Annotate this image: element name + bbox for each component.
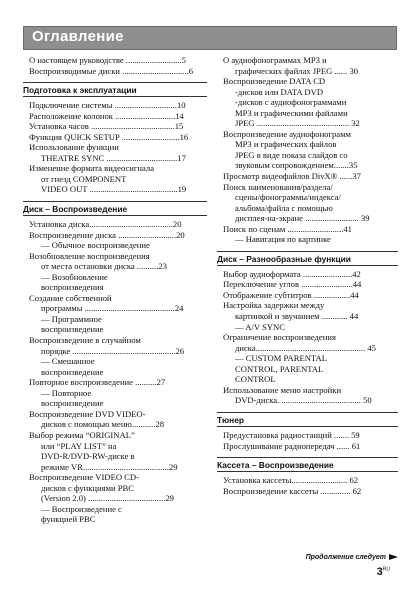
- toc-entry-line: Возобновление воспроизведения: [29, 250, 150, 261]
- toc-entry-line: CONTROL: [235, 374, 276, 385]
- toc-entry-line: Воспроизведение VIDEO CD-: [29, 472, 139, 483]
- toc-entry-line: диска................................................... 45: [235, 342, 376, 353]
- toc-entry-line: Просмотр видеофайлов DivX® ......37: [223, 171, 361, 182]
- toc-entry-line: альбома/файла с помощью: [235, 202, 333, 213]
- toc-entry[interactable]: [29, 472, 207, 525]
- toc-entry-line: Воспроизведение аудиофонограмм: [223, 128, 351, 139]
- toc-entry-line: Расположение колонок ............................14: [29, 110, 184, 121]
- toc-entry-line: Ограничение воспроизведения: [223, 332, 336, 343]
- toc-entry-line: или “PLAY LIST” на: [41, 440, 117, 451]
- toc-entry-line: JPEG ........................................... 32: [235, 118, 360, 129]
- toc-entry-line: функцией PBC: [41, 514, 96, 525]
- toc-entry-line: воспроизведение: [41, 366, 104, 377]
- toc-entry[interactable]: [223, 224, 398, 245]
- toc-entry-line: Функция QUICK SETUP ...........................16: [29, 131, 189, 142]
- toc-entry-line: Использование меню настройки: [223, 384, 342, 395]
- toc-entry[interactable]: [29, 409, 207, 430]
- toc-entry-line: Подключение системы .............................10: [29, 100, 186, 111]
- toc-entry-line: от гнезд COMPONENT: [41, 173, 127, 184]
- toc-entry-line: -дисков или DATA DVD: [235, 86, 324, 97]
- toc-entry[interactable]: [223, 279, 398, 290]
- toc-entry-line: Установка диска.......................................20: [29, 219, 182, 230]
- toc-entry-line: Установка кассеты.......................... 62: [223, 475, 359, 486]
- toc-entry[interactable]: [29, 142, 207, 163]
- toc-entry-line: Воспроизведение диска ...........................20: [29, 229, 185, 240]
- toc-entry-line: Отображение субтитров .................44: [223, 289, 359, 300]
- toc-entry-line: — Возобновление: [41, 271, 108, 282]
- page-title: Оглавление: [32, 28, 124, 45]
- toc-entry-line: Воспроизведение DATA CD: [223, 76, 326, 87]
- toc-entry-line: Настройка задержки между: [223, 300, 325, 311]
- toc-entry-line: -дисков с аудиофонограммами: [235, 97, 347, 108]
- toc-entry-line: графических файлах JPEG ...... 30: [235, 65, 359, 76]
- section-heading: Диск – Разнообразные функции: [217, 251, 398, 266]
- toc-entry[interactable]: [223, 475, 398, 486]
- toc-entry-line: Предустановка радиостанций ....... 59: [223, 429, 360, 440]
- toc-entry-line: MP3 и графических файлов: [235, 139, 337, 150]
- page-number-suffix: RU: [382, 566, 390, 573]
- toc-entry[interactable]: [223, 76, 398, 129]
- toc-entry-line: Поиск по сценам ..........................41: [223, 223, 352, 234]
- toc-entry-line: Воспроизведение DVD VIDEO-: [29, 408, 146, 419]
- toc-entry-line: Воспроизведение в случайном: [29, 335, 141, 346]
- toc-entry-line: CONTROL, PARENTAL: [235, 363, 324, 374]
- toc-entry[interactable]: [29, 230, 207, 251]
- toc-entry-line: (Version 2.0) ....................................29: [41, 493, 174, 504]
- section-heading: Подготовка к эксплуатации: [23, 82, 207, 97]
- toc-entry-line: THEATRE SYNC .................................17: [41, 152, 186, 163]
- toc-entry-line: звуковым сопровождением.......35: [235, 160, 358, 171]
- toc-entry-line: Выбор аудиоформата .......................42: [223, 268, 361, 279]
- toc-entry[interactable]: [223, 290, 398, 301]
- toc-entry[interactable]: [29, 377, 207, 409]
- toc-entry-line: MP3 и графическими файлами: [235, 107, 348, 118]
- toc-entry-line: воспроизведение: [41, 324, 104, 335]
- toc-entry[interactable]: [29, 132, 207, 143]
- toc-entry-line: DVD-диска. ..................................... 50: [235, 395, 372, 406]
- toc-entry-line: режиме VR........................................29: [41, 461, 178, 472]
- toc-entry-line: — Воспроизведение с: [41, 503, 122, 514]
- toc-left-column: [23, 55, 207, 525]
- toc-entry-line: Выбор режима “ORIGINAL”: [29, 429, 135, 440]
- title-bar: [23, 26, 397, 50]
- toc-entry[interactable]: [223, 385, 398, 406]
- arrow-right-icon: [389, 554, 398, 560]
- toc-entry[interactable]: [29, 293, 207, 335]
- toc-entry-line: Воспроизведение кассеты .............. 62: [223, 485, 362, 496]
- toc-right-column: [217, 55, 398, 496]
- toc-entry-line: — Повторное: [41, 387, 92, 398]
- toc-entry[interactable]: [29, 66, 207, 77]
- toc-entry-line: Установка часов .......................................15: [29, 121, 184, 132]
- toc-entry[interactable]: [223, 269, 398, 280]
- toc-entry-line: порядке ................................................26: [41, 345, 185, 356]
- toc-entry-line: картинкой и звучанием ............ 44: [235, 311, 359, 322]
- toc-entry-line: — Программное: [41, 313, 102, 324]
- toc-entry[interactable]: [29, 100, 207, 111]
- page-number: [377, 566, 390, 578]
- toc-entry-line: О аудиофонограммах MP3 и: [223, 55, 327, 65]
- toc-entry[interactable]: [29, 251, 207, 293]
- toc-entry-line: дисков с помощью меню...........28: [41, 419, 165, 430]
- toc-entry-line: воспроизведение: [41, 398, 104, 409]
- toc-entry-line: Воспроизводимые диски ...............................6: [29, 65, 194, 76]
- toc-entry[interactable]: [29, 111, 207, 122]
- toc-entry[interactable]: [223, 182, 398, 224]
- toc-entry-line: — Обычное воспроизведение: [41, 240, 150, 251]
- toc-entry[interactable]: [223, 430, 398, 441]
- toc-entry-line: VIDEO OUT .........................................19: [41, 184, 187, 195]
- toc-entry-line: Изменение формата видеосигнала: [29, 163, 155, 174]
- toc-entry[interactable]: [29, 55, 207, 66]
- toc-entry[interactable]: [29, 121, 207, 132]
- toc-entry-line: Поиск наименования/раздела/: [223, 181, 333, 192]
- toc-entry-line: Повторное воспроизведение ..........27: [29, 377, 166, 388]
- toc-entry-line: — Навигация по картинке: [235, 234, 331, 245]
- toc-entry-line: О настоящем руководстве ..........................5: [29, 55, 186, 65]
- toc-entry[interactable]: [223, 171, 398, 182]
- toc-entry-line: — CUSTOM PARENTAL: [235, 353, 327, 364]
- toc-entry-line: воспроизведения: [41, 282, 104, 293]
- toc-entry-line: дисков с функциями PBC: [41, 482, 134, 493]
- toc-entry[interactable]: [29, 335, 207, 377]
- page-number-value: 3: [376, 566, 383, 578]
- section-heading: Тюнер: [217, 412, 398, 427]
- toc-entry[interactable]: [223, 55, 398, 76]
- section-heading: Диск – Воспроизведение: [23, 201, 207, 216]
- toc-entry-line: от места остановки диска ..........23: [41, 261, 167, 272]
- toc-entry[interactable]: [223, 300, 398, 332]
- toc-entry-line: Использование функции: [29, 142, 119, 153]
- toc-entry-line: Переключение углов ........................44: [223, 279, 362, 290]
- toc-entry[interactable]: [223, 441, 398, 452]
- toc-entry[interactable]: [29, 219, 207, 230]
- toc-entry-line: дисплея-на-экране ......................... 39: [235, 213, 370, 224]
- toc-entry-line: Создание собственной: [29, 292, 112, 303]
- toc-entry-line: сцены/фонограммы/индекса/: [235, 192, 341, 203]
- continued-text: Продолжение следует: [305, 554, 386, 561]
- toc-entry[interactable]: [223, 486, 398, 497]
- section-heading: Кассета – Воспроизведение: [217, 457, 398, 472]
- toc-entry[interactable]: [29, 430, 207, 472]
- toc-entry-line: — A/V SYNC: [235, 321, 285, 332]
- toc-entry[interactable]: [223, 129, 398, 171]
- toc-entry-line: JPEG в виде показа слайдов со: [235, 149, 348, 160]
- toc-entry-line: Прослушивание радиопередач ...... 61: [223, 440, 361, 451]
- toc-entry[interactable]: [29, 163, 207, 195]
- continued-note: [306, 554, 398, 561]
- toc-entry-line: — Смешанное: [41, 356, 95, 367]
- toc-entry-line: программы ..........................................24: [41, 303, 184, 314]
- toc-entry[interactable]: [223, 332, 398, 385]
- toc-entry-line: DVD-R/DVD-RW-диске в: [41, 451, 135, 462]
